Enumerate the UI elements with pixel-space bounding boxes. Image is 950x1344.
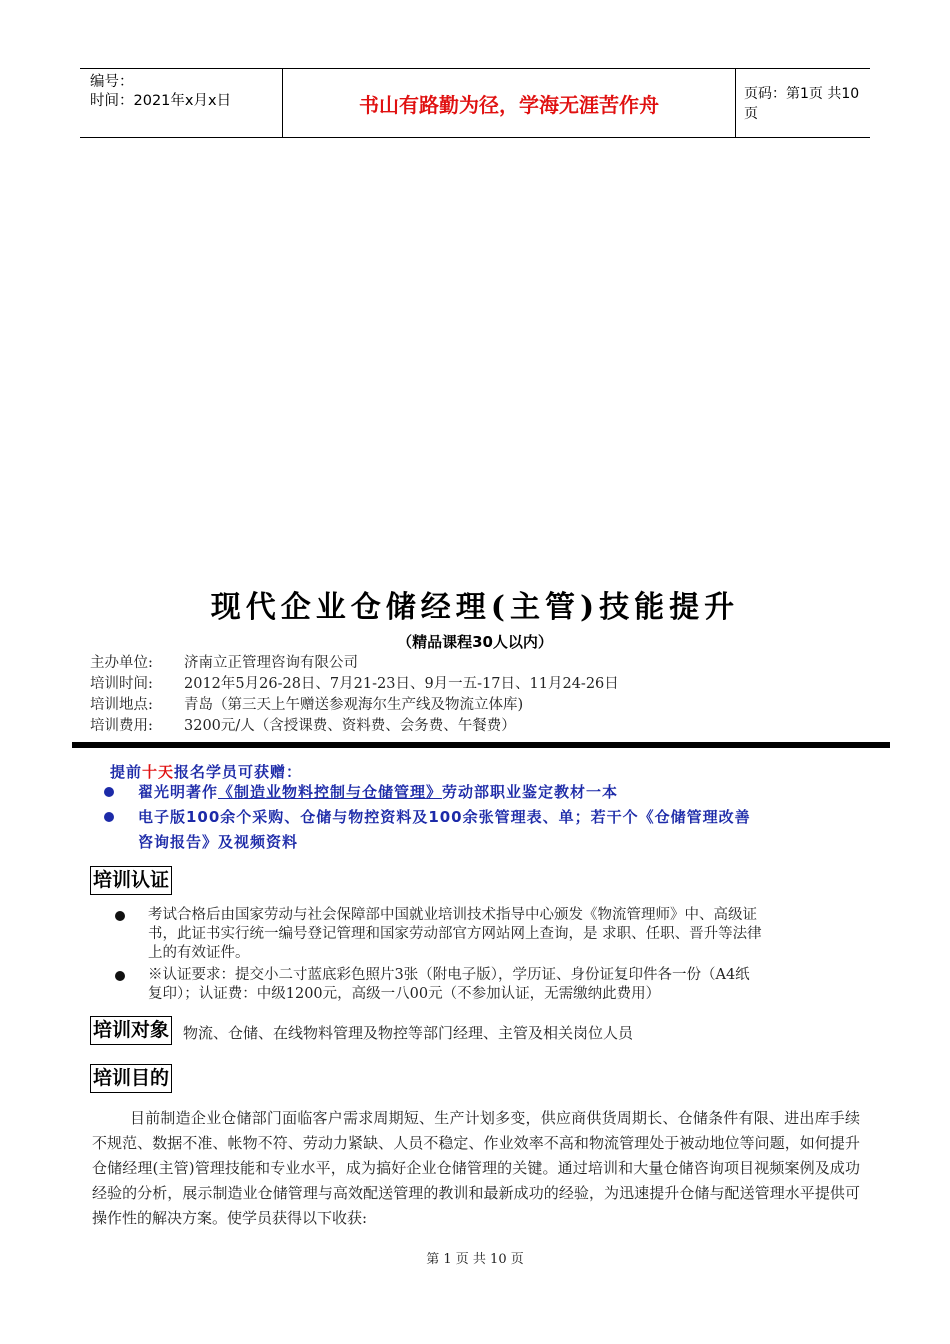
cert-bullet-2 [148,966,868,1004]
info-label: 培训费用: [90,718,153,734]
page-footer: 第 1 页 共 10 页 [426,1252,524,1267]
gift-suffix: 报名学员可获赠： [174,763,303,781]
info-label: 培训地点: [90,697,153,713]
bullet-icon [104,812,114,822]
gift-section [110,761,890,851]
cert-text: 考试合格后由国家劳动与社会保障部中国就业培训技术指导中心颁发《物流管理师》中、高级证 [148,907,757,923]
gift-item-text: 翟光明著作 [138,783,219,801]
header-left [90,73,280,111]
cert-text: 上的有效证件。 [148,945,250,961]
purpose-heading: 培训目的 [90,1064,172,1093]
cert-text: 复印）；认证费：中级1200元，高级一八00元（不参加认证，无需缴纳此费用） [148,986,661,1002]
number-label: 编号： [90,74,134,90]
cert-text: ※认证要求：提交小二寸蓝底彩色照片3张（附电子版），学历证、身份证复印件各一份（A4纸 [148,967,750,983]
cert-bullet-1 [148,906,868,963]
info-label: 培训时间: [90,676,153,692]
gift-item [138,780,898,805]
info-value: 济南立正管理咨询有限公司 [184,655,358,671]
bullet-icon [115,911,125,921]
cert-heading: 培训认证 [90,866,172,895]
target-text: 物流、仓储、在线物料管理及物控等部门经理、主管及相关岗位人员 [183,1024,634,1042]
info-value: 2012年5月26-28日、7月21-23日、9月一五-17日、11月24-26日 [184,676,619,692]
course-info [90,653,619,737]
header-page-info: 页码：第1页 共10页 [744,86,860,122]
gift-item-text: 电子版100余个采购、仓储与物控资料及100余张管理表、单；若干个《仓储管理改善 [138,808,751,826]
purpose-paragraph: 目前制造企业仓储部门面临客户需求周期短、生产计划多变，供应商供货周期长、仓储条件有限、进出库手续不规范、数据不准、帐物不符、劳动力紧缺、人员不稳定、作业效率不高和物流管理处于被动地位等问题，如何提升仓储经理(主管)管理技能和专业水平，成为搞好企业仓储管理的关键。通过培训和大量仓储咨询项目视频案例及成功经验的分析，展示制造业仓储管理与高效配送管理的教训和最新成功的经验，为迅速提升仓储与配送管理水平提供可操作性的解决方案。使学员获得以下收获: [92,1109,860,1227]
info-label: 主办单位: [90,655,153,671]
bullet-icon [104,787,114,797]
gift-highlight: 十天 [142,763,175,781]
gift-book-title: 《制造业物料控制与仓储管理》 [218,783,443,801]
info-value: 青岛（第三天上午赠送参观海尔生产线及物流立体库) [184,697,524,713]
info-row [90,695,619,716]
cert-text: 书，此证书实行统一编号登记管理和国家劳动部官方网站网上查询，是 求职、任职、晋升等法律 [148,926,762,942]
document-title: 现代企业仓储经理(主管)技能提升 [210,590,740,625]
gift-prefix: 提前 [110,763,143,781]
gift-item [138,805,898,855]
bullet-icon [115,971,125,981]
page-header [80,68,870,138]
gift-heading [110,761,890,782]
time-label: 时间：2021年x月x日 [90,93,232,109]
info-row [90,653,619,674]
header-motto: 书山有路勤为径，学海无涯苦作舟 [282,69,736,137]
gift-item-text: 咨询报告》及视频资料 [138,833,299,851]
info-value: 3200元/人（含授课费、资料费、会务费、午餐费） [184,718,516,734]
divider-rule [72,742,890,748]
info-row [90,716,619,737]
target-heading: 培训对象 [90,1016,172,1045]
gift-item-text: 劳动部职业鉴定教材一本 [442,783,619,801]
info-row [90,674,619,695]
document-subtitle: （精品课程30人以内） [397,633,553,651]
